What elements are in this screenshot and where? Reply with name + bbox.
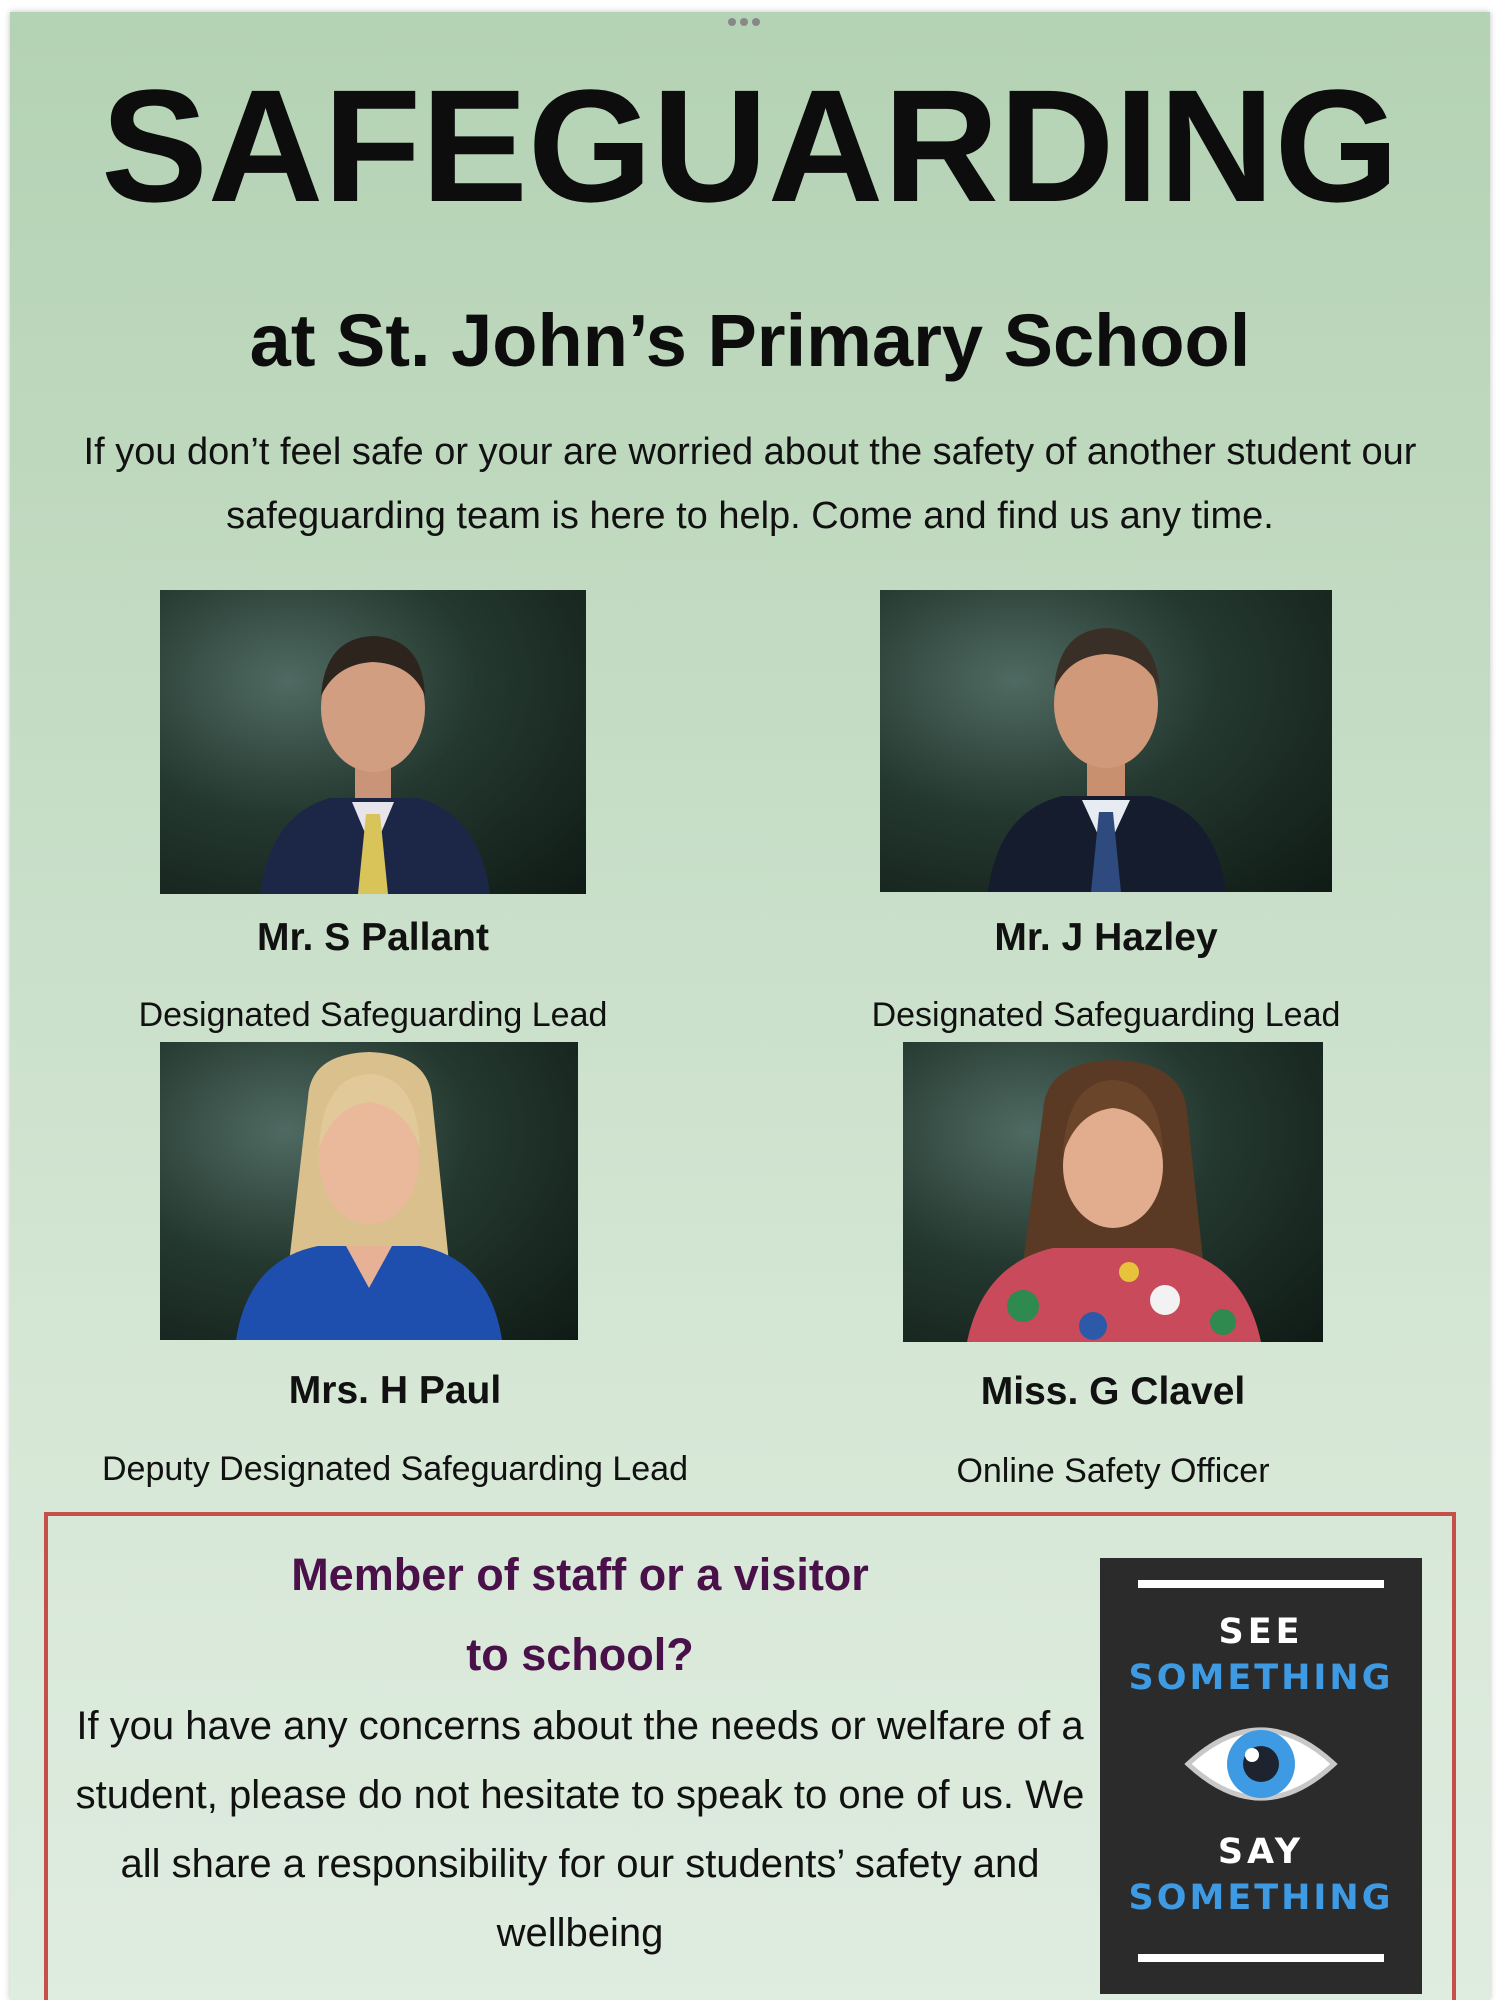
staff-photo-paul — [160, 1042, 578, 1340]
visitor-box-heading-line1: Member of staff or a visitor — [291, 1549, 869, 1600]
drag-handle-icon[interactable] — [728, 18, 760, 26]
man-portrait-icon — [160, 590, 586, 894]
visitor-box-heading-line2: to school? — [466, 1629, 694, 1680]
staff-name: Mr. J Hazley — [994, 916, 1218, 959]
eye-icon — [1184, 1714, 1338, 1814]
staff-photo-hazley — [880, 590, 1332, 892]
sign-bar — [1138, 1954, 1384, 1962]
visitor-box-text: If you have any concerns about the needs or welfare of a student, please do not hesitate to speak to one of us. We all share a responsibility for our students’ safety and wellbeing — [75, 1704, 1085, 1955]
staff-role: Online Safety Officer — [956, 1452, 1270, 1490]
woman-portrait-icon — [903, 1042, 1323, 1342]
staff-role: Designated Safeguarding Lead — [871, 996, 1341, 1034]
drag-dot — [728, 18, 736, 26]
poster-title: SAFEGUARDING — [101, 56, 1399, 235]
sign-line-something: SOMETHING — [1128, 1658, 1394, 1698]
man-portrait-icon — [880, 590, 1332, 892]
staff-role: Deputy Designated Safeguarding Lead — [102, 1450, 688, 1488]
sign-line-something-2: SOMETHING — [1128, 1878, 1394, 1918]
sign-line-say: SAY — [1217, 1832, 1305, 1872]
visitor-box-heading — [70, 1535, 1090, 1695]
sign-bar — [1138, 1580, 1384, 1588]
drag-dot — [740, 18, 748, 26]
staff-name: Mrs. H Paul — [288, 1369, 502, 1412]
poster — [10, 12, 1490, 2000]
staff-name: Miss. G Clavel — [980, 1370, 1246, 1413]
see-something-sign — [1100, 1558, 1422, 1994]
intro-text: If you don’t feel safe or your are worried about the safety of another student our safeguarding team is here to help. Come and find us any time. — [83, 431, 1417, 537]
drag-dot — [752, 18, 760, 26]
woman-portrait-icon — [160, 1042, 578, 1340]
staff-photo-clavel — [903, 1042, 1323, 1342]
sign-line-see: SEE — [1218, 1612, 1304, 1652]
staff-role: Designated Safeguarding Lead — [138, 996, 608, 1034]
poster-subtitle: at St. John’s Primary School — [249, 299, 1251, 382]
staff-name: Mr. S Pallant — [257, 916, 489, 959]
staff-photo-pallant — [160, 590, 586, 894]
